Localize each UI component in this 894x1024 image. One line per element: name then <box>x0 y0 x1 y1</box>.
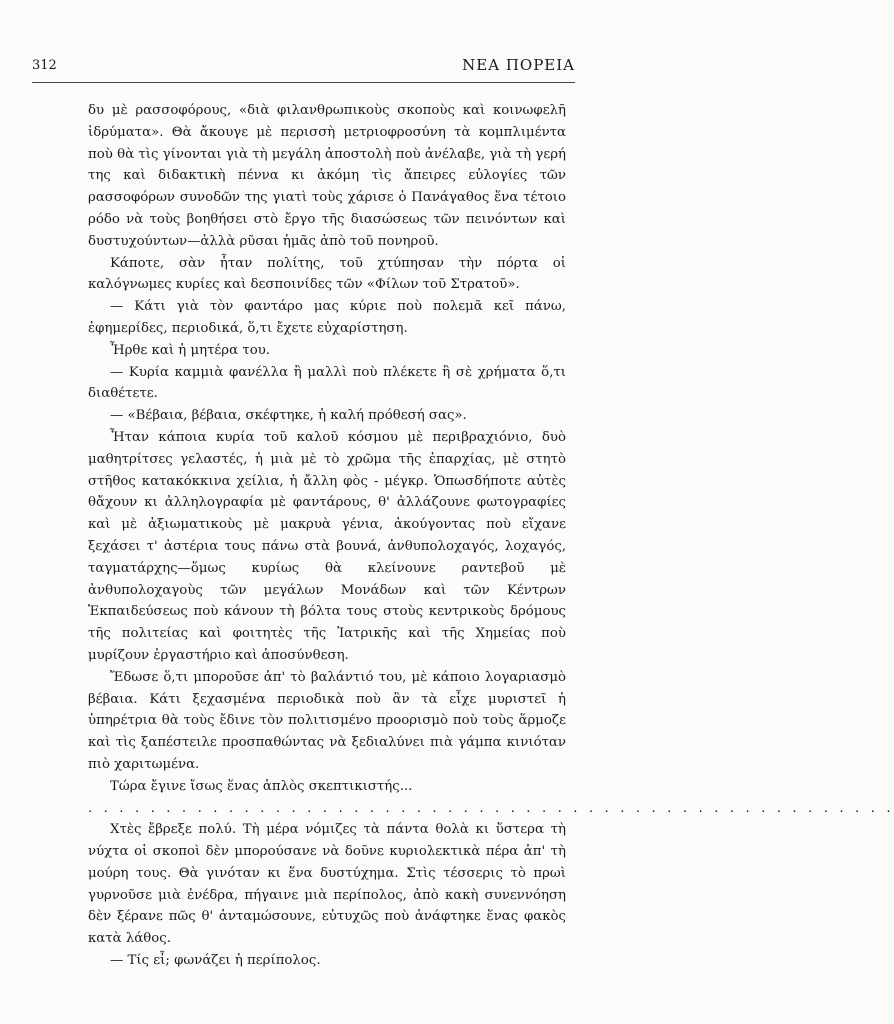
header-rule <box>32 82 575 83</box>
paragraph: Ἦταν κάποια κυρία τοῦ καλοῦ κόσμου μὲ περιβραχιόνιο, δυὸ μαθητρίτσες γελαστές, ἡ μιὰ μὲ τὸ χρῶμα τῆς ἐπαρχίας, μὲ στητὸ στῆθος κατακόκκινα χείλια, ἡ ἄλλη φὸς - μέγκρ. Ὁπωσδήποτε αὐτὲς θἄχουν κι ἀλληλογραφία μὲ φαντάρους, θ' ἀλλάζουνε φωτογραφίες καὶ μὲ ἀξιωματικοὺς μὲ μακρυὰ γένια, ἀκούγοντας ποὺ εἴχανε ξεχάσει τ' ἀστέρια τους πάνω στὰ βουνά, ἀνθυπολοχαγός, λοχαγός, ταγματάρχης—ὅμως κυρίως θὰ κλείνουνε ραντεβοῦ μὲ ἀνθυπολοχαγοὺς τῶν μεγάλων Μονάδων καὶ τῶν Κέντρων Ἐκπαιδεύσεως ποὺ κάνουν τὴ βόλτα τους στοὺς κεντρικοὺς δρόμους τῆς πολιτείας καὶ φοιτητὲς τῆς Ἰατρικῆς καὶ τῆς Χημείας ποὺ μυρίζουν ἐργαστήριο καὶ ἀποσύνθεση. <box>88 429 566 663</box>
paragraph: — «Βέβαια, βέβαια, σκέφτηκε, ἡ καλή πρόθεσή σας». <box>110 408 467 424</box>
paragraph: Ἔδωσε ὅ,τι μποροῦσε ἀπ' τὸ βαλάντιό του, μὲ κάποιο λογαριασμὸ βέβαια. Κάτι ξεχασμένα περιοδικὰ ποὺ ἂν τὰ εἶχε μυριστεῖ ἡ ὑπηρέτρια θὰ τοὺς ἔδινε τὸν πολιτισμένο προορισμὸ ποὺ τοὺς ἅρμοζε καὶ τὶς ξαπέστειλε προσπαθώντας νὰ ξεδιαλύνει πιὰ γάμπα κινιόταν πιὸ χαριτωμένα. <box>88 669 566 772</box>
paragraph: δυ μὲ ρασσοφόρους, «διὰ φιλανθρωπικοὺς σκοποὺς καὶ κοινωφελῆ ἱδρύματα». Θὰ ἄκουγε μὲ περισσὴ μετριοφροσύνη τὰ κομπλιμέντα ποὺ θὰ τὶς γίνονται γιὰ τὴ μεγάλη ἀποστολὴ ποὺ ἀνέλαβε, γιὰ τὴ γερή της καὶ διδακτικὴ πέννα κι ἀκόμη τὶς ἄπειρες εὐλογίες τῶν ρασσοφόρων συνοδῶν της γιατὶ τοὺς χάρισε ὁ Πανάγαθος ἕνα τέτοιο ρόδο νὰ τοὺς βοηθήσει στὸ ἔργο τῆς διασώσεως τῶν πεινόντων καὶ δυστυχούντων—ἀλλὰ ρῦσαι ἡμᾶς ἀπὸ τοῦ πονηροῦ. <box>88 103 566 249</box>
paragraph: Χτὲς ἔβρεξε πολύ. Τὴ μέρα νόμιζες τὰ πάντα θολὰ κι ὕστερα τὴ νύχτα οἱ σκοποὶ δὲν μπορούσανε νὰ δοῦνε κυριολεκτικὰ πέρα ἀπ' τὴ μούρη τους. Θὰ γινόταν κι ἕνα δυστύχημα. Στὶς τέσσερις τὸ πρωὶ γυρνοῦσε μιὰ ἐνέδρα, πήγαινε μιὰ περίπολος, ἀπὸ κακὴ συνεννόηση δὲν ξέρανε πῶς θ' ἀνταμώσουνε, εὐτυχῶς ποὺ ἀνάφτηκε ἕνας φακὸς κατὰ λάθος. <box>88 822 566 947</box>
body-text <box>88 100 894 972</box>
paragraph: — Τίς εἶ; φωνάζει ἡ περίπολος. <box>110 953 321 969</box>
section-separator: . . . . . . . . . . . . . . . . . . . . . . . . . . . . . . . . . . . . . . . . . . . . . . . . . . . . <box>88 800 894 816</box>
paragraph: — Κυρία καμμιὰ φανέλλα ἢ μαλλὶ ποὺ πλέκετε ἢ σὲ χρήματα ὅ,τι διαθέτετε. <box>88 364 566 402</box>
paragraph: — Κάτι γιὰ τὸν φαντάρο μας κύριε ποὺ πολεμᾶ κεῖ πάνω, ἐφημερίδες, περιοδικά, ὅ,τι ἔχετε εὐχαρίστηση. <box>88 299 566 336</box>
running-title: ΝΕΑ ΠΟΡΕΙΑ <box>462 56 575 74</box>
paragraph: Τώρα ἔγινε ἴσως ἕνας ἁπλὸς σκεπτικιστής... <box>110 778 413 794</box>
page-number: 312 <box>32 58 57 73</box>
paragraph: Κάποτε, σὰν ἦταν πολίτης, τοῦ χτύπησαν τὴν πόρτα οἱ καλόγνωμες κυρίες καὶ δεσποινίδες τῶν «Φίλων τοῦ Στρατοῦ». <box>88 255 566 293</box>
page-header <box>32 54 575 78</box>
paragraph: Ἦρθε καὶ ἡ μητέρα του. <box>110 342 271 358</box>
